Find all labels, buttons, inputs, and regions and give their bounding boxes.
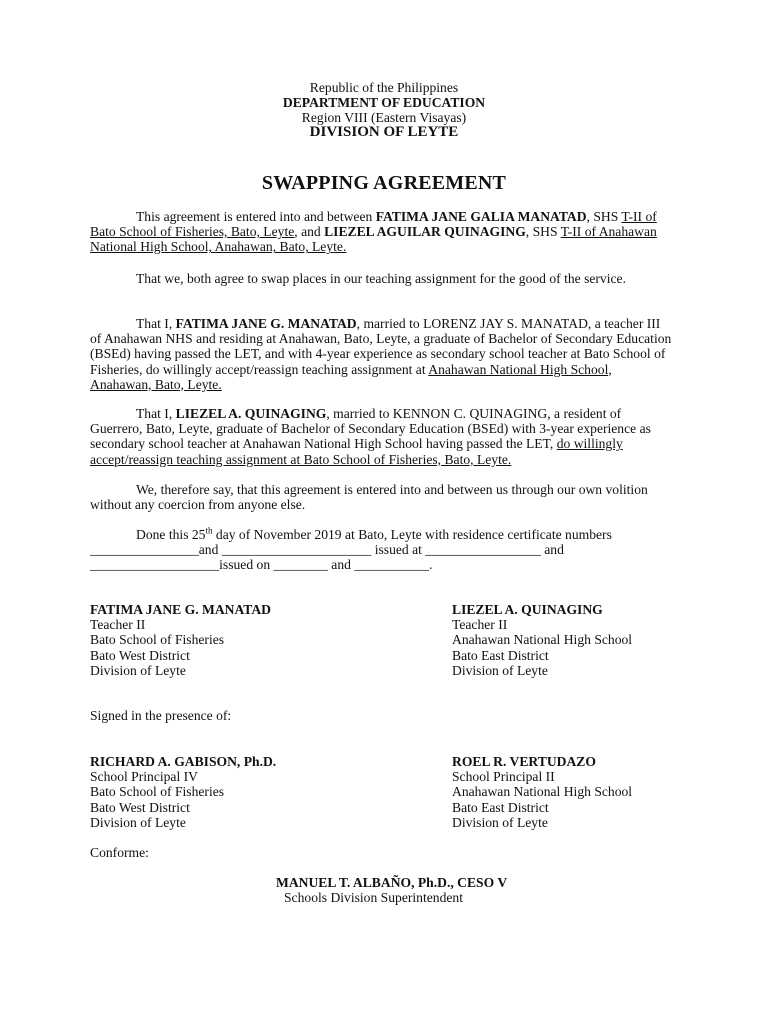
signatory-district: Bato East District [452, 647, 549, 663]
signatory-name: LIEZEL A. QUINAGING [452, 602, 603, 617]
signature-block-witness-right [452, 754, 632, 830]
paragraph-second-party [90, 406, 675, 467]
header-department: DEPARTMENT OF EDUCATION [282, 95, 486, 110]
witness-school: Anahawan National High School [452, 784, 633, 800]
p6-part2: day of November 2019 at Bato, Leyte with residence certificate numbers ________________and ______________________ issued at _________________ and ___________________issued on ________ and ___________. [90, 527, 612, 573]
p6-sup: th [205, 525, 213, 536]
signatory-position: Teacher II [90, 617, 146, 633]
witness-district: Bato East District [452, 799, 549, 815]
p3-body: , married to LORENZ JAY S. MANATAD, a teacher III of Anahawan NHS and residing at Anahawan, Bato, Leyte, a graduate of Bachelor of Secondary Education (BSEd) having passed the LET, and with 4-year experience as secondary school teacher at Bato School of Fisheries, do willingly accept/reassign teaching assignment at [90, 316, 672, 377]
document-title: SWAPPING AGREEMENT [261, 172, 507, 194]
witness-division: Division of Leyte [90, 814, 186, 830]
witness-name: ROEL R. VERTUDAZO [452, 754, 596, 769]
header-division: DIVISION OF LEYTE [309, 124, 459, 140]
paragraph-agree [90, 271, 675, 286]
p1-name2: LIEZEL AGUILAR QUINAGING [324, 224, 526, 240]
p3-name: FATIMA JANE G. MANATAD [175, 316, 357, 331]
witness-school: Bato School of Fisheries [90, 784, 225, 800]
paragraph-first-party [90, 316, 675, 392]
p1-intro: This agreement is entered into and between [136, 209, 376, 224]
paragraph-volition [90, 482, 675, 512]
signatory-district: Bato West District [90, 647, 190, 663]
witness-position: School Principal II [452, 769, 555, 785]
signatory-division: Division of Leyte [90, 662, 186, 678]
signature-block-witness-left [90, 754, 276, 830]
witness-district: Bato West District [90, 799, 190, 815]
signatory-division: Division of Leyte [452, 662, 548, 678]
p4-body: , married to KENNON C. QUINAGING, a resident of Guerrero, Bato, Leyte, graduate of Bachelor of Secondary Education (BSEd) with 3-year experience as secondary school teacher at Anahawan National High School having passed the LET, [90, 406, 651, 452]
signatory-school: Bato School of Fisheries [90, 632, 225, 648]
p2-text: That we, both agree to swap places in our teaching assignment for the good of the service. [136, 271, 626, 286]
superintendent-name: MANUEL T. ALBAÑO, Ph.D., CESO V [276, 875, 508, 890]
conforme-label: Conforme: [90, 845, 149, 860]
witness-position: School Principal IV [90, 769, 198, 785]
p4-lead: That I, [136, 406, 176, 421]
p4-name: LIEZEL A. QUINAGING [175, 406, 327, 421]
p1-mid2: , and [294, 224, 325, 240]
paragraph-done [90, 527, 675, 573]
signatory-name: FATIMA JANE G. MANATAD [90, 602, 271, 617]
witness-name: RICHARD A. GABISON, Ph.D. [90, 754, 277, 769]
p1-mid1: , SHS [586, 209, 622, 224]
header-region: Region VIII (Eastern Visayas) [301, 110, 467, 125]
p3-assignment: Anahawan National High School, Anahawan, Bato, Leyte. [90, 361, 612, 392]
witness-division: Division of Leyte [452, 814, 548, 830]
p4-assignment: do willingly accept/reassign teaching assignment at Bato School of Fisheries, Bato, Leyte. [90, 436, 623, 467]
signature-block-party-left [90, 602, 271, 678]
signature-block-superintendent [276, 875, 507, 905]
p6-part1: Done this 25 [136, 527, 206, 542]
paragraph-parties [90, 209, 675, 255]
signatory-school: Anahawan National High School [452, 632, 633, 648]
signature-block-party-right [452, 602, 632, 678]
p1-name1: FATIMA JANE GALIA MANATAD [375, 209, 587, 224]
p3-lead: That I, [136, 316, 176, 331]
p1-school2: T-II of Anahawan National High School, Anahawan, Bato, Leyte. [90, 224, 657, 255]
p1-mid3: , SHS [525, 224, 561, 240]
signatory-position: Teacher II [452, 617, 508, 633]
p5-text: We, therefore say, that this agreement is entered into and between us through our own volition without any coercion from anyone else. [90, 482, 648, 513]
header-republic: Republic of the Philippines [309, 80, 459, 95]
superintendent-title: Schools Division Superintendent [284, 890, 463, 906]
presence-label: Signed in the presence of: [90, 708, 232, 723]
p1-school1: T-II of Bato School of Fisheries, Bato, Leyte [90, 209, 657, 240]
